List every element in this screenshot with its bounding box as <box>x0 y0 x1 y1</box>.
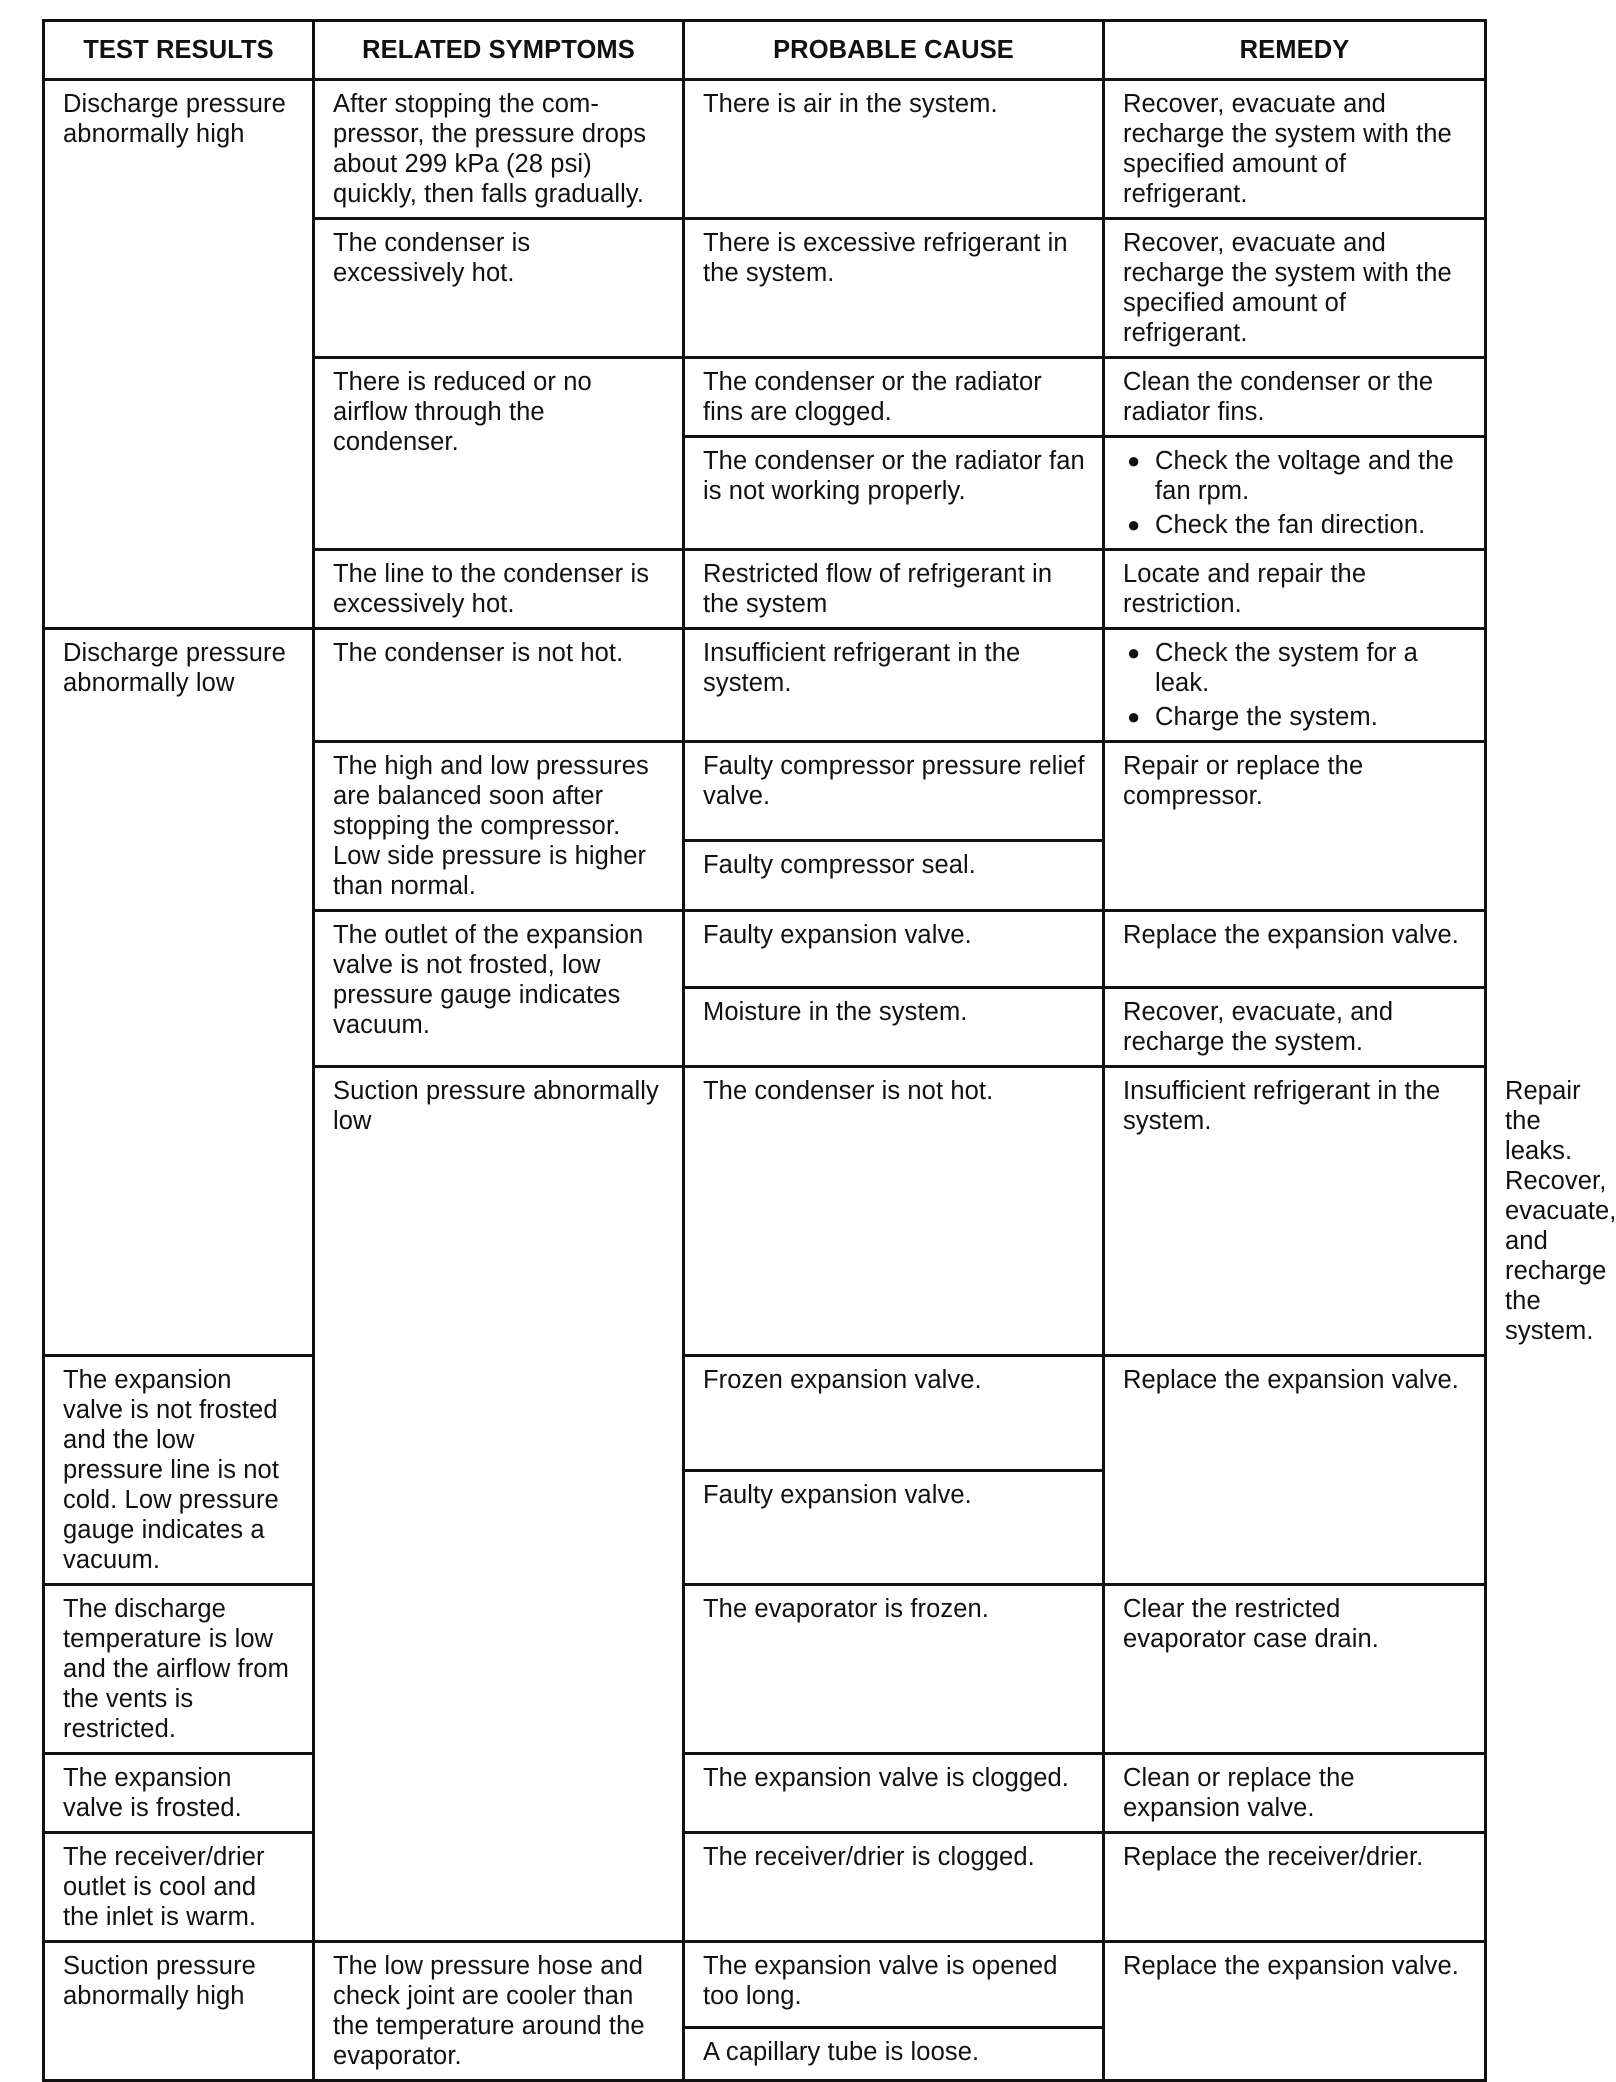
cause-cell: Faulty compressor seal. <box>684 841 1104 911</box>
table-row <box>44 80 1486 219</box>
cause-cell: Restricted flow of refrigerant in the system <box>684 550 1104 629</box>
symptom-cell: The condenser is excessively hot. <box>314 219 684 358</box>
symptom-cell: The expansion valve is frosted. <box>44 1754 314 1833</box>
remedy-list-item: ● Check the system for a leak. <box>1127 639 1418 697</box>
remedy-cell: Clean the condenser or the radiator fins. <box>1104 358 1486 437</box>
cause-cell: Insufficient refrigerant in the system. <box>684 629 1104 742</box>
cause-cell: Faulty compressor pressure relief valve. <box>684 742 1104 841</box>
test-result-cell: Suction pressure abnormally low <box>314 1067 684 1942</box>
bullet-icon: ● <box>1127 640 1141 665</box>
symptom-cell: After stopping the com-pressor, the pressure drops about 299 kPa (28 psi) quickly, then falls gradually. <box>314 80 684 219</box>
bullet-icon: ● <box>1127 704 1141 729</box>
cause-cell: A capillary tube is loose. <box>684 2027 1104 2080</box>
remedy-cell <box>1104 629 1486 742</box>
cause-cell: Moisture in the system. <box>684 988 1104 1067</box>
cause-cell: The condenser or the radiator fan is not working properly. <box>684 437 1104 550</box>
cause-cell: There is air in the system. <box>684 80 1104 219</box>
symptom-cell: The receiver/drier outlet is cool and the inlet is warm. <box>44 1833 314 1942</box>
symptom-cell: The discharge temperature is low and the airflow from the vents is restricted. <box>44 1585 314 1754</box>
header-test-results: TEST RESULTS <box>44 21 314 80</box>
cause-cell: There is excessive refrigerant in the system. <box>684 219 1104 358</box>
symptom-cell: The outlet of the expansion valve is not frosted, low pressure gauge indicates vacuum. <box>314 911 684 1067</box>
remedy-cell: Clean or replace the expansion valve. <box>1104 1754 1486 1833</box>
remedy-list-item: ● Check the fan direction. <box>1127 511 1426 539</box>
bullet-icon: ● <box>1127 448 1141 473</box>
cause-cell: Frozen expansion valve. <box>684 1356 1104 1471</box>
remedy-cell: Replace the receiver/drier. <box>1104 1833 1486 1942</box>
test-result-cell: Discharge pressure abnormally low <box>44 629 314 1356</box>
cause-cell: The expansion valve is clogged. <box>684 1754 1104 1833</box>
symptom-cell: The expansion valve is not frosted and the low pressure line is not cold. Low pressure gauge indicates a vacuum. <box>44 1356 314 1585</box>
table-row: Suction pressure abnormally low The condenser is not hot. Insufficient refrigerant in the system. Repair the leaks. Recover, evacuate, and recharge the system. <box>44 1067 1486 1356</box>
test-result-cell: Discharge pressure abnormally high <box>44 80 314 629</box>
cause-cell: Faulty expansion valve. <box>684 1470 1104 1585</box>
table-row <box>44 629 1486 742</box>
header-remedy: REMEDY <box>1104 21 1486 80</box>
table-row <box>44 1942 1486 2028</box>
remedy-cell: Recover, evacuate and recharge the system with the specified amount of refrigerant. <box>1104 219 1486 358</box>
symptom-cell: The line to the condenser is excessively hot. <box>314 550 684 629</box>
remedy-list-item: ● Charge the system. <box>1127 703 1378 731</box>
symptom-cell: The condenser is not hot. <box>684 1067 1104 1356</box>
remedy-list-item: ● Check the voltage and the fan rpm. <box>1127 447 1454 505</box>
remedy-cell: Locate and repair the restriction. <box>1104 550 1486 629</box>
symptom-cell: The high and low pressures are balanced soon after stopping the compressor. Low side pressure is higher than normal. <box>314 742 684 911</box>
symptom-cell: The condenser is not hot. <box>314 629 684 742</box>
cause-cell: The expansion valve is opened too long. <box>684 1942 1104 2028</box>
remedy-cell: Clear the restricted evaporator case drain. <box>1104 1585 1486 1754</box>
bullet-icon: ● <box>1127 512 1141 537</box>
remedy-cell: Recover, evacuate and recharge the system with the specified amount of refrigerant. <box>1104 80 1486 219</box>
cause-cell: The evaporator is frozen. <box>684 1585 1104 1754</box>
table-row <box>44 1585 1486 1754</box>
remedy-cell: Repair or replace the compressor. <box>1104 742 1486 911</box>
table-row <box>44 1833 1486 1942</box>
remedy-list <box>1123 638 1470 732</box>
header-related-symptoms: RELATED SYMPTOMS <box>314 21 684 80</box>
symptom-cell: The low pressure hose and check joint are cooler than the temperature around the evaporator. <box>314 1942 684 2081</box>
remedy-cell: Replace the expansion valve. <box>1104 1356 1486 1585</box>
remedy-cell: Recover, evacuate, and recharge the system. <box>1104 988 1486 1067</box>
table-row <box>44 1754 1486 1833</box>
header-probable-cause: PROBABLE CAUSE <box>684 21 1104 80</box>
troubleshooting-table <box>42 19 1616 2082</box>
remedy-cell: Replace the expansion valve. <box>1104 911 1486 988</box>
remedy-list <box>1123 446 1470 540</box>
cause-cell: Insufficient refrigerant in the system. <box>1104 1067 1486 1356</box>
remedy-cell <box>1104 437 1486 550</box>
header-row <box>44 21 1486 80</box>
table-row <box>44 1356 1486 1471</box>
symptom-cell: There is reduced or no airflow through the condenser. <box>314 358 684 550</box>
test-result-cell: Suction pressure abnormally high <box>44 1942 314 2081</box>
remedy-cell: Replace the expansion valve. <box>1104 1942 1486 2081</box>
cause-cell: Faulty expansion valve. <box>684 911 1104 988</box>
cause-cell: The condenser or the radiator fins are clogged. <box>684 358 1104 437</box>
cause-cell: The receiver/drier is clogged. <box>684 1833 1104 1942</box>
